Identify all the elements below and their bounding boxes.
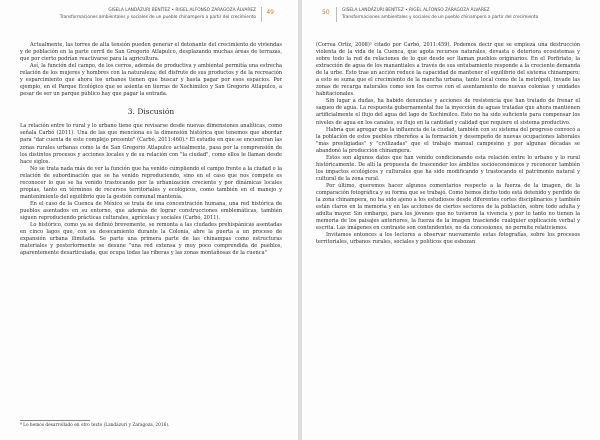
header-authors: GISELA LANDÁZURI BENÍTEZ • RIGEL ALFONSO ZARAGOZA ÁLVAREZ <box>108 8 256 13</box>
header-title: Transformaciones ambientales y sociales de un pueblo chinampero a partir del crecimiento <box>59 14 256 20</box>
running-head <box>342 8 538 21</box>
paragraph: Invitamos entonces a los lectores a observar nuevamente estas fotografías, sobre los procesos territoriales, urbanos rurales, sociales y políticos que esbozan <box>316 232 580 246</box>
footnote: ⁴ Lo hemos desarrollado en otro texto (Landázuri y Zaragoza, 2016). <box>20 423 170 428</box>
header-authors: GISELA LANDÁZURI BENÍTEZ • RIGEL ALFONSO ZARAGOZA ÁLVAREZ <box>342 8 490 13</box>
footnote-divider <box>20 420 90 421</box>
paragraph: Por último, queremos hacer algunos comentarios respecto a la fuerza de la imagen, de la comparación fotográfica y su forma que se trabajó. Como hemos dicho todo está detenido y perdido de la zona chinampera, no ha sido ajeno a los estudiosos desde diferentes cortes disciplinarios y también están claros en la memoria y en las acciones de ciertos sectores de la población, sobre todo adulta y adulta mayor. Sin embargo, para los jóvenes que no tuvieron la vivencia y por lo tanto no tienen la memoria de los paisajes anteriores, la fuerza de la imagen trasciende cualquier explicación verbal y escrita. Las imágenes en contraste son contundentes, no da concesiones, no permite relativismos. <box>316 182 580 232</box>
paragraph: (Correa Ortiz, 2008)⁵ citado por Carbó, 2011:459). Podemos decir que se empieza una destrucción violenta de la vida de la Cuenca, que agota recursos naturales, devasta o deteriora ecosistemas y sobre todo la red de relaciones de lo que desde ser llaman pueblos originarios. En el Porfiriato, la extracción de agua de los manantiales a través de sus entubamiento responde a la creciente demanda de la urbe. Esto trae un acción reduce la capacidad de mantener el equilibrio del sistema chinampero; a esto se suma que el crecimiento de la mancha urbana, tanto local como de la metrópoli, invade las zonas de recarga naturales como son los cerros con el asentamiento de nuevas colonias y unidades habitacionales. <box>316 42 580 98</box>
paragraph: Lo histórico, como ya se definió brevemente, se remonta a las ciudades prehispánicas asentadas en cinco lagos que, con su desecamiento durante la Colonia, abre la puerta a un proceso de expansión urbana ilimitada. Se parte una primera parte de las chinampas como estructuras materiales y posteriormente se desune "una red extensa y muy poco comprendida de pueblos, aparentemente desarticulada, que ocupa todas las riberas y las zonas montañosas de la cuenca" <box>20 222 282 257</box>
page-body <box>316 42 580 246</box>
page-number: 49 <box>266 9 274 16</box>
paragraph: La relación entre lo rural y lo urbano tiene que revisarse desde nuevas dimensiones analíticas, como señala Carbó (2011). Una de las que menciona es la dimensión histórica que tenemos que abordar para "dar cuenta de este complejo presente" (Carbó, 2011:460).⁴ El estudio en que se encuentran las zonas rurales urbanas como la de San Gregorio Atlapulco actualmente, pasa por la comprensión de los distintos procesos y acciones locales y de su relación con "la ciudad", como ellos le llaman desde hace siglos. <box>20 123 282 165</box>
section-heading: 3. Discusión <box>127 107 175 117</box>
paragraph: Así, la función del campo, de los cerros, además de productiva y ambiental permitía una estrecha relación de los mujeres y hombres con la naturaleza; del disfrute de sus productos y de la recreación y esparcimiento que ahora los urbanos tienen que buscar y hasta pagar por esos espacios. Por ejemplo, en el Parque Ecológico que se asienta en tierras de Xochimilco y San Gregorio Atlapulco, a pesar de ser un parque público hay que pagar la entrada. <box>20 63 282 98</box>
header-title: Transformaciones ambientales y sociales de un pueblo chinampero a partir del crecimiento <box>342 14 539 20</box>
running-head <box>60 8 256 21</box>
header-divider <box>336 7 337 22</box>
paragraph: No se trata nada más de ver la función que ha venido cumpliendo el campo frente a la ciudad o la relación de subordinación que se ha venido reproduciendo, sino en el caso que nos compete es reconocer lo que se ha venido trastocando por la urbanización creciente y por dinámicas locales propias, tanto en términos de recursos territoriales y ecológicos, como también en el manejo y mantenimiento del equilibrio que la gestión comunal mantenía. <box>20 165 282 200</box>
paragraph: Actualmente, las torres de alta tensión pueden generar el detonante del crecimiento de viviendas y de población en la parte cerril de San Gregorio Atlapulco, desplazando muchas áreas de terrazas, que por cierto podrían reactivarse para la agricultura. <box>20 42 282 63</box>
paragraph: Sin lugar a dudas, ha habido denuncias y acciones de resistencia que han tratado de frenar el saqueo de agua. La respuesta gubernamental fue la inyección de aguas tratadas que ahora mantienen artificialmente el flujo del agua del lago de Xochimilco. Esto no ha sido suficiente para compensar los niveles de agua en los canales, su flujo en la cantidad y calidad que requiere el sistema productivo. <box>316 98 580 126</box>
left-page <box>0 0 298 440</box>
page-number: 50 <box>322 9 330 16</box>
paragraph: Habría que agregar que la influencia de la ciudad, también con su sistema del progreso convocó a la población de estos pueblos ribereños a la formación y desempeño de nuevas ocupaciones laborales "más prestigiadas" y "civilizadas" que el trabajo manual campesino y por algunas décadas se abandonó la producción chinampera. <box>316 126 580 154</box>
paragraph: En el caso de la Cuenca de México se trata de una concentración humana, una red histórica de pueblos asentados en su entorno, que además de lograr construcciones emblemáticas, también siguen reproduciendo prácticas culturales, agrícolas y sociales (Carbó, 2011). <box>20 200 282 221</box>
right-page <box>302 0 600 440</box>
paragraph: Estos son algunos datos que han venido condicionando esta relación entre lo urbano y lo rural históricamente. De allí la propuesta de trascender los ámbitos socioeconómicos y reconocer también los impactos ecológicos y culturales que ha sido modificando y trastocando el patrimonio natural y cultural de la zona rural. <box>316 154 580 182</box>
page-body <box>20 42 282 257</box>
header-divider <box>261 7 262 22</box>
